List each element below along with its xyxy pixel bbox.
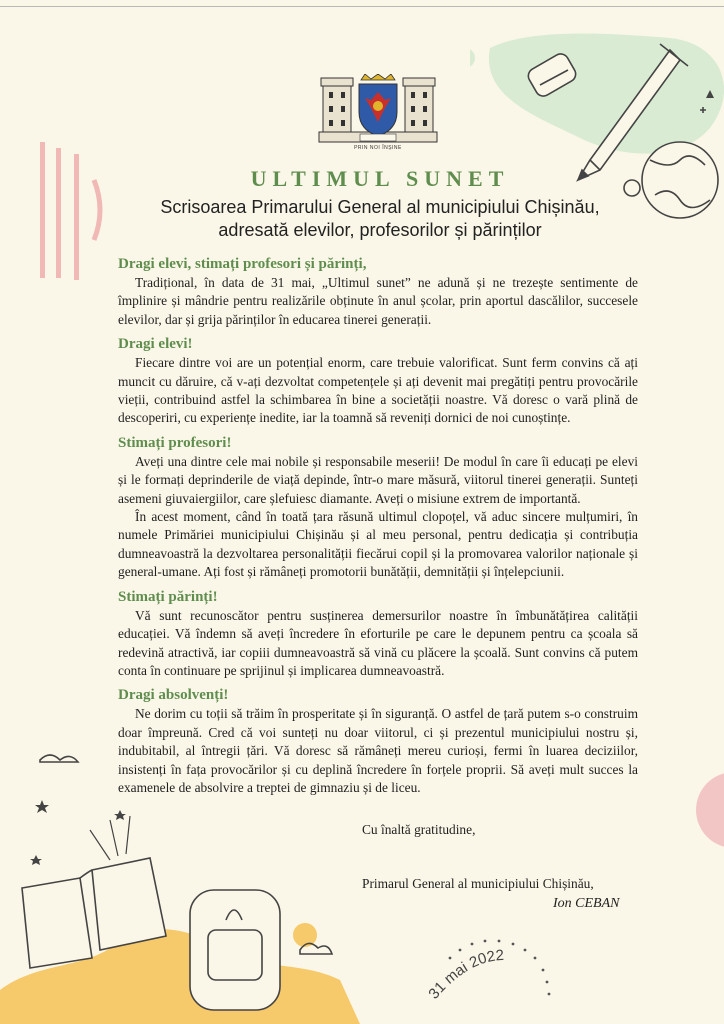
pink-stripes-decoration	[36, 140, 106, 280]
paragraph: Fiecare dintre voi are un potențial enorm, care trebuie valorificat. Sunt ferm convins că ați muncit cu dăruire, că v-ați dezvoltat competențele și ați devenit mai pregătiți pentru provocările vieții, contribuind astfel la schimbarea în bine a societății noastre. Vă doresc o vară plină de descoperiri, cu experiențe inedite, iar la toamnă să reveniți dornici de noi cunoștințe.	[118, 355, 638, 426]
letter-title: ULTIMUL SUNET	[250, 166, 510, 191]
section-heading: Dragi absolvenți!	[118, 687, 229, 704]
subtitle-line-2: adresată elevilor, profesorilor și părinților	[218, 220, 542, 240]
closing-line: Cu înaltă gratitudine,	[362, 822, 476, 837]
stamp-date: 31 mai 2022	[425, 946, 505, 1003]
paragraph: Ne dorim cu toții să trăim în prosperitate și în siguranță. O astfel de țară putem s-o construim doar împreună. Cred că voi sunteți nu doar viitorul, ci și prezentul municipiului nostru și, indubitabil, al întregii țări. Vă doresc să rămâneți mereu curioși, fermi în luarea deciziilor, insistenți în fața provocărilor și cu deplină încredere în forțele proprii. Să aveți mult succes la examenele de absolvire a treptei de gimnaziu și de liceu.	[118, 706, 638, 795]
section-heading: Stimați părinți!	[118, 588, 218, 605]
signature-name: Ion CEBAN	[553, 896, 620, 911]
paragraph: Tradițional, în data de 31 mai, „Ultimul sunet” ne adună și ne trezește sentimente de împlinire și mândrie pentru realizările obținute în anul școlar, prin aportul dascălilor, succesele elevilor, dar și grija părinților în educarea tinerei generații.	[118, 275, 638, 327]
section-heading: Stimați profesori!	[118, 434, 232, 451]
date-stamp	[415, 930, 555, 1010]
section-teachers	[118, 434, 638, 582]
crest-motto: PRIN NOI ÎNȘINE	[354, 145, 402, 151]
paragraph: Vă sunt recunoscător pentru susținerea demersurilor noastre în îmbunătățirea calității educației. Vă îndemn să aveți încredere în eforturile pe care le depunem pentru ca școala să redevină atractivă, iar copiii dumneavoastră să vină cu plăcere la școală. Sunt convins că putem conta în continuare pe sprijinul și implicarea dumneavoastră.	[118, 607, 638, 678]
section-heading: Dragi elevi!	[118, 336, 193, 353]
crest-icon	[317, 74, 439, 144]
section-students	[118, 335, 638, 428]
letter-body	[118, 255, 638, 803]
section-heading: Dragi elevi, stimați profesori și părinți,	[118, 256, 367, 272]
section-greeting	[118, 255, 638, 329]
section-parents	[118, 588, 638, 681]
scan-edge-line	[0, 6, 724, 7]
paragraph: Aveți una dintre cele mai nobile și responsabile meserii! De modul în care îi educați pe elevi și le formați deprinderile de viață depinde, într-o mare măsură, viitorul tinerei generații. Sunteți asemeni giuvaiergiilor, care șlefuiesc diamante. Aveți o misiune extrem de importantă.	[118, 453, 638, 506]
letter-subtitle	[130, 196, 630, 242]
pink-circle-decoration	[694, 770, 724, 850]
book-backpack-doodle	[0, 740, 380, 1024]
signature-position: Primarul General al municipiului Chișinău,	[362, 876, 594, 891]
subtitle-line-1: Scrisoarea Primarului General al municipiului Chișinău,	[160, 197, 600, 217]
paragraph: În acest moment, când în toată țara răsună ultimul clopoțel, vă aduc sincere mulțumiri, în numele Primăriei municipiului Chișinău și al meu personal, pentru dedicația și contribuția dumneavoastră la dezvoltarea personalității fiecărui copil și la promovarea valorilor naționale și general-umane. Ați fost și rămâneți promotorii bunătății, demnității și înțelepciunii.	[118, 509, 638, 580]
chisinau-coat-of-arms	[317, 74, 439, 154]
